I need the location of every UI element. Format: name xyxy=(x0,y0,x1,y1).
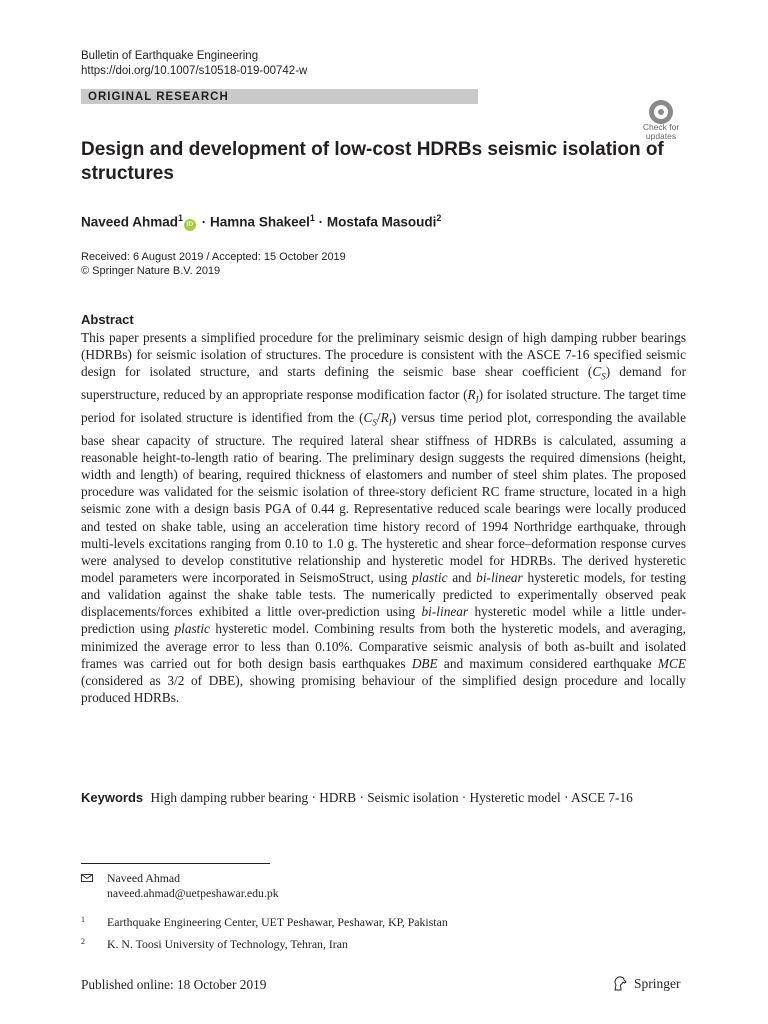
keywords-label: Keywords xyxy=(81,790,144,805)
abstract-heading: Abstract xyxy=(81,312,134,327)
keywords-section xyxy=(81,789,686,807)
affiliation-number: 2 xyxy=(81,937,85,946)
author-list xyxy=(81,209,441,232)
author-affiliation-ref: 1 xyxy=(309,213,315,223)
author-separator: · xyxy=(314,214,327,230)
received-accepted-dates: Received: 6 August 2019 / Accepted: 15 October 2019 xyxy=(81,251,346,263)
corresponding-author-email[interactable]: naveed.ahmad@uetpeshawar.edu.pk xyxy=(107,886,279,900)
envelope-icon xyxy=(81,874,93,882)
corresponding-author-name: Naveed Ahmad xyxy=(107,871,181,885)
check-for-updates-badge[interactable] xyxy=(636,97,686,141)
article-history xyxy=(81,250,346,278)
copyright-notice: © Springer Nature B.V. 2019 xyxy=(81,265,221,277)
author-affiliation-ref: 2 xyxy=(436,213,442,223)
doi-link[interactable]: https://doi.org/10.1007/s10518-019-00742-w xyxy=(81,65,308,77)
author-separator: · xyxy=(198,214,211,230)
article-type-banner xyxy=(81,89,478,104)
abstract-paragraph: This paper presents a simplified procedure for the preliminary seismic design of high damping rubber bearings (HDRBs) for seismic isolation of structures. The procedure is consistent with the ASCE 7-16 specified seismic design for isolated structure, and starts defining the seismic base shear coefficient $(C_S)$ demand for superstructure, reduced by an appropriate response modification factor $(R_I)$ for isolated structure. The target time period for isolated structure is identified from the $(C_S/R_I)$ versus time period plot, corresponding the available base shear capacity of structure. The required lateral shear stiffness of HDRBs is calculated, assuming a reasonable height-to-length ratio of bearing. The preliminary design suggests the required dimensions (height, width and length) of bearing, required thickness of elastomers and number of steel shim plates. The proposed procedure was validated for the seismic isolation of three-story deficient RC frame structure, located in a high seismic zone with a design basis PGA of 0.44 g. Representative reduced scale bearings were locally produced and tested on shake table, using an acceleration time history record of 1994 Northridge earthquake, through multi-levels excitations ranging from 0.10 to 1.0 g. The hysteretic and shear force–deformation response curves were analysed to develop constitutive relationship and hysteretic model for HDRBs. The derived hysteretic model parameters were incorporated in SeismoStruct, using plastic and bi-linear hysteretic models, for testing and validation against the shake table tests. The numerically predicted to experimentally observed peak displacements/forces exhibited a little over-prediction using bi-linear hysteretic model while a little under-prediction using plastic hysteretic model. Combining results from both the hysteretic models, and averaging, minimized the average error to less than 0.10%. Comparative seismic analysis of both as-built and isolated frames was carried out for both design basis earthquakes DBE and maximum considered earthquake MCE (considered as 3/2 of DBE), showing promising behaviour of the simplified design procedure and locally produced HDRBs. xyxy=(81,330,687,706)
footnote-divider xyxy=(81,863,270,864)
affiliation-text: Earthquake Engineering Center, UET Peshawar, Peshawar, KP, Pakistan xyxy=(107,915,448,929)
updates-line-2: updates xyxy=(645,131,677,141)
updates-line-1: Check for xyxy=(642,122,680,132)
author-name[interactable]: Mostafa Masoudi xyxy=(326,214,437,230)
published-online-date: Published online: 18 October 2019 xyxy=(81,977,267,992)
author-affiliation-ref: 1 xyxy=(178,213,184,223)
article-type-label: ORIGINAL RESEARCH xyxy=(88,91,229,103)
orcid-icon[interactable]: iD xyxy=(184,219,196,231)
abstract-body xyxy=(81,329,686,706)
affiliation-text: K. N. Toosi University of Technology, Tehran, Iran xyxy=(107,937,348,951)
paper-title: Design and development of low-cost HDRBs seismic isolation of structures xyxy=(81,139,664,184)
springer-horse-icon xyxy=(612,976,628,991)
journal-header xyxy=(81,49,307,79)
publisher-name: Springer xyxy=(634,976,681,991)
keywords-list: High damping rubber bearing · HDRB · Seismic isolation · Hysteretic model · ASCE 7-16 xyxy=(150,790,633,805)
journal-name: Bulletin of Earthquake Engineering xyxy=(81,50,259,62)
affiliation-number: 1 xyxy=(81,915,85,924)
author-name[interactable]: Hamna Shakeel xyxy=(210,214,310,230)
author-name[interactable]: Naveed Ahmad xyxy=(81,214,179,230)
check-for-updates-icon xyxy=(649,100,673,124)
